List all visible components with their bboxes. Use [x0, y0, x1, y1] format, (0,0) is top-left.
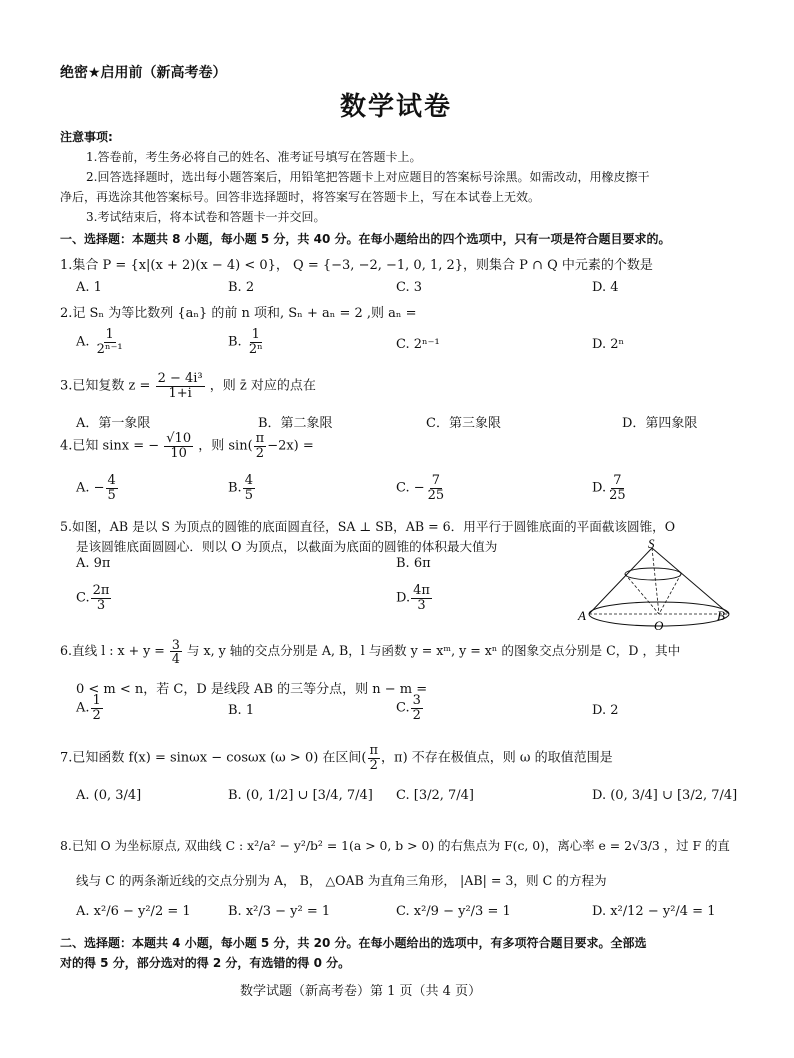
q4-d-den: 25: [609, 487, 626, 503]
q4-den: 10: [170, 445, 187, 461]
q6-num: 3: [171, 637, 180, 652]
q2-b-num: 1: [251, 327, 260, 342]
q2-a-den: 2ⁿ⁻¹: [96, 341, 123, 357]
q5-option-d: [396, 584, 433, 612]
label-o: O: [654, 618, 664, 632]
q3-option-d: D．第四象限: [622, 416, 698, 431]
q2-option-a-label: A.: [76, 334, 90, 350]
q3-option-b: B．第二象限: [258, 416, 333, 431]
q3-pre: 3.已知复数 z =: [60, 378, 151, 394]
q6-post: 与 x, y 轴的交点分别是 A, B，l 与函数 y = xᵐ, y = xⁿ 的图象交点分别是 C，D ，其中: [186, 643, 681, 659]
q6-c-den: 2: [412, 707, 421, 723]
question-5-line1: 5.如图，AB 是以 S 为顶点的圆锥的底面圆直径，SA ⊥ SB，AB = 6．用平行于圆锥底面的平面截该圆锥，O: [60, 519, 676, 534]
q4-option-a-label: A. −: [76, 480, 105, 496]
question-7-stem: [60, 744, 613, 772]
q6-a-num: 1: [92, 693, 101, 708]
q4-option-b-label: B.: [228, 480, 242, 496]
q1-option-b: B. 2: [228, 280, 255, 295]
q6-pre: 6.直线 l : x + y =: [60, 643, 165, 659]
cone-side-right: [652, 548, 729, 614]
q2-option-b-label: B.: [228, 334, 242, 350]
notice-item: 1.答卷前，考生务必将自己的姓名、准考证号填写在答题卡上。: [86, 150, 422, 164]
q4-post: −2x) =: [267, 438, 314, 454]
notice-item: 2.回答选择题时，选出每小题答案后，用铅笔把答题卡上对应题目的答案标号涂黑。如需改动，用橡皮擦干: [86, 170, 650, 184]
q5-option-c: [76, 584, 112, 612]
q4-a-num: 4: [107, 473, 116, 488]
question-4-stem: [60, 432, 314, 460]
section-2-heading-cont: 对的得 5 分，部分选对的得 2 分，有选错的得 0 分。: [60, 956, 351, 970]
q4-pre: 4.已知 sinx = −: [60, 438, 160, 454]
question-6-line1: [60, 638, 680, 665]
q6-option-b: B. 1: [228, 703, 255, 718]
q4-mid: ，则 sin(: [198, 438, 253, 454]
q5-c-den: 3: [96, 597, 106, 613]
q4-option-d-label: D.: [592, 480, 607, 496]
q2-option-b: [228, 328, 266, 356]
q3-den: 1+i: [168, 385, 192, 401]
q4-num: √10: [166, 431, 192, 446]
q6-c-num: 3: [412, 693, 421, 708]
q4-pi-num: π: [255, 431, 265, 446]
question-8-line1: 8.已知 O 为坐标原点, 双曲线 C : x²/a² − y²/b² = 1(a > 0, b > 0) 的右焦点为 F(c, 0)，离心率 e = 2√3/3 ，过 F 的直: [60, 838, 730, 853]
q8-option-d: D. x²/12 − y²/4 = 1: [592, 904, 716, 919]
q7-post: ，π) 不存在极值点，则 ω 的取值范围是: [381, 750, 613, 766]
confidential-label: 绝密★启用前（新高考卷）: [60, 65, 227, 81]
q3-option-c: C．第三象限: [426, 416, 501, 431]
q4-d-num: 7: [613, 473, 622, 488]
q6-a-den: 2: [92, 707, 101, 723]
question-1-stem: 1.集合 P = {x|(x + 2)(x − 4) < 0}， Q = {−3, −2, −1, 0, 1, 2}，则集合 P ∩ Q 中元素的个数是: [60, 258, 653, 273]
q2-option-a: [76, 328, 126, 356]
q3-option-a: A．第一象限: [76, 416, 151, 431]
q4-c-num: 7: [431, 473, 441, 488]
q1-option-a: A. 1: [76, 280, 102, 295]
q6-option-a: [76, 694, 104, 722]
q4-pi-den: 2: [255, 445, 265, 461]
q8-option-b: B. x²/3 − y² = 1: [228, 904, 331, 919]
question-5-line2: 是该圆锥底面圆圆心．则以 O 为顶点，以截面为底面的圆锥的体积最大值为: [76, 539, 498, 554]
q4-c-den: 25: [427, 487, 445, 503]
page-title: 数学试卷: [340, 92, 453, 122]
q7-option-a: A. (0, 3/4]: [76, 788, 142, 803]
page-footer: 数学试题（新高考卷）第 1 页（共 4 页）: [240, 984, 482, 999]
q5-d-den: 3: [417, 597, 426, 613]
q3-num: 2 − 4i³: [157, 371, 203, 386]
notice-heading: 注意事项:: [60, 130, 113, 144]
q8-option-a: A. x²/6 − y²/2 = 1: [76, 904, 191, 919]
section-1-heading: 一、选择题：本题共 8 小题，每小题 5 分，共 40 分。在每小题给出的四个选项中，只有一项是符合题目要求的。: [60, 232, 671, 246]
q4-option-d: [592, 474, 629, 502]
cone-axis: [652, 548, 659, 614]
q7-option-b: B. (0, 1/2] ∪ [3/4, 7/4]: [228, 788, 373, 803]
q6-option-c-label: C.: [396, 700, 410, 716]
q7-den: 2: [369, 757, 378, 773]
cone-figure: [576, 536, 736, 632]
q5-option-a: A. 9π: [76, 556, 111, 571]
q1-option-d: D. 4: [592, 280, 619, 295]
q5-d-num: 4π: [413, 583, 430, 598]
q5-c-num: 2π: [92, 583, 110, 598]
question-2-stem: 2.记 Sₙ 为等比数列 {aₙ} 的前 n 项和, Sₙ + aₙ = 2 ,则 aₙ =: [60, 306, 417, 321]
q5-option-d-label: D.: [396, 590, 411, 606]
q4-b-den: 5: [244, 487, 253, 503]
q2-b-den: 2ⁿ: [248, 341, 263, 357]
q6-option-c: [396, 694, 424, 722]
q4-option-b: [228, 474, 256, 502]
notice-item: 3.考试结束后，将本试卷和答题卡一并交回。: [86, 210, 326, 224]
q4-a-den: 5: [107, 487, 116, 503]
notice-item: 净后，再选涂其他答案标号。回答非选择题时，将答案写在答题卡上，写在本试卷上无效。: [60, 190, 541, 204]
question-6-line2: 0 < m < n，若 C，D 是线段 AB 的三等分点，则 n − m =: [76, 682, 428, 697]
label-s: S: [648, 536, 655, 551]
q3-post: ，则 z̄ 对应的点在: [209, 378, 316, 394]
q4-option-c: [396, 474, 447, 502]
q5-option-b: B. 6π: [396, 556, 431, 571]
q4-option-a: [76, 474, 119, 502]
section-2-heading: 二、选择题：本题共 4 小题，每小题 5 分，共 20 分。在每小题给出的选项中，有多项符合题目要求。全部选: [60, 936, 647, 950]
q1-option-c: C. 3: [396, 280, 423, 295]
q6-option-d: D. 2: [592, 703, 619, 718]
q7-num: π: [369, 743, 379, 758]
q4-option-c-label: C. −: [396, 480, 425, 496]
q7-pre: 7.已知函数 f(x) = sinωx − cosωx (ω > 0) 在区间(: [60, 750, 367, 766]
q6-den: 4: [171, 651, 180, 667]
q2-option-c: C. 2ⁿ⁻¹: [396, 337, 440, 352]
section-ellipse: [625, 568, 681, 580]
q2-a-num: 1: [105, 327, 114, 342]
question-3-stem: [60, 372, 316, 400]
label-a: A: [578, 608, 586, 623]
q5-option-c-label: C.: [76, 590, 90, 606]
q2-option-d: D. 2ⁿ: [592, 337, 625, 352]
q8-option-c: C. x²/9 − y²/3 = 1: [396, 904, 511, 919]
q7-option-d: D. (0, 3/4] ∪ [3/2, 7/4]: [592, 788, 738, 803]
q7-option-c: C. [3/2, 7/4]: [396, 788, 474, 803]
label-b: B: [717, 608, 725, 623]
q6-option-a-label: A.: [76, 700, 90, 716]
q4-b-num: 4: [244, 473, 253, 488]
question-8-line2: 线与 C 的两条渐近线的交点分别为 A， B， △OAB 为直角三角形， |AB| = 3，则 C 的方程为: [76, 873, 607, 888]
